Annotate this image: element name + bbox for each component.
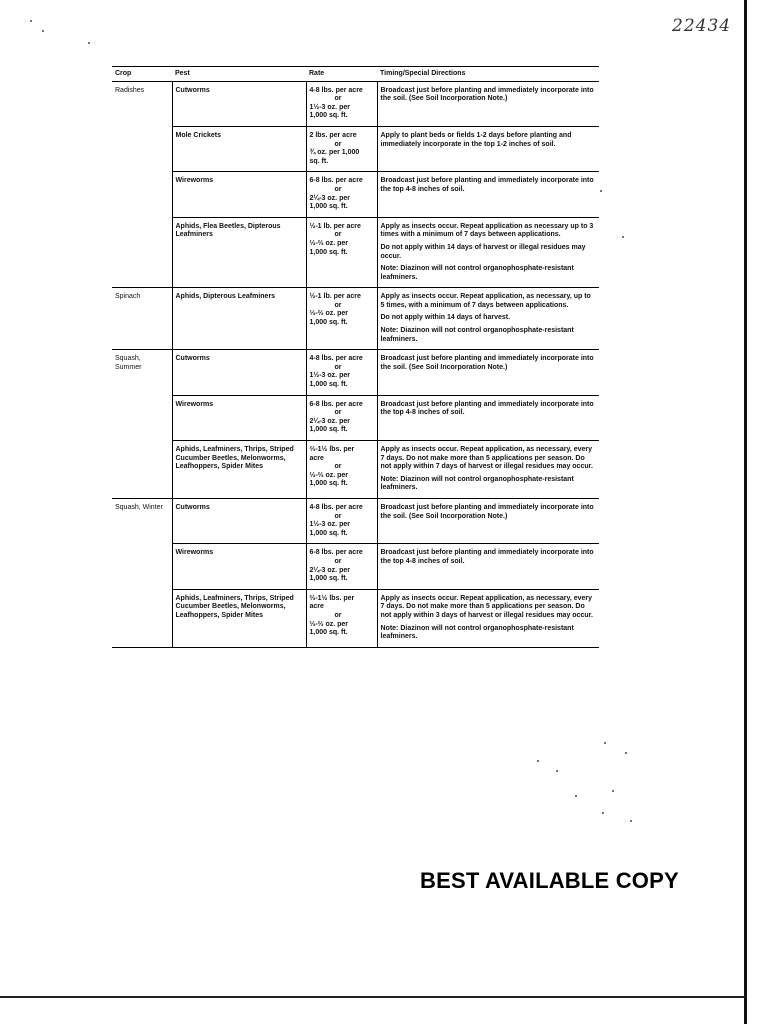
timing-paragraph: Apply as insects occur. Repeat application, as necessary, every 7 days. Do not make more than 5 applications per season. Do not apply within 3 days of harvest or illegal residues may occur. [380,594,593,619]
scan-speck [30,20,32,22]
rate-line: 1½-3 oz. per [309,103,350,111]
timing-cell [377,81,599,126]
header-pest: Pest [172,67,306,82]
rate-line: ⅓-⅔ oz. per [309,239,349,247]
rate-line: 1,000 sq. ft. [309,248,348,256]
crop-cell: Radishes [112,81,172,288]
pest-cell: Wireworms [172,544,306,589]
timing-paragraph: Note: Diazinon will not control organophosphate-resistant leafminers. [380,265,574,281]
timing-paragraph: Broadcast just before planting and immediately incorporate into the soil. (See Soil Incorporation Note.) [380,503,594,520]
rate-line: 1,000 sq. ft. [309,112,348,120]
rate-line: 2¼-3 oz. per [309,417,350,425]
crop-cell: Squash, Summer [112,350,172,499]
rate-line: or [334,512,342,520]
rate-line: or [334,363,342,371]
rate-line: 1½-3 oz. per [309,372,350,380]
table-row [112,589,599,647]
timing-cell [377,395,599,440]
timing-paragraph: Do not apply within 14 days of harvest or illegal residues may occur. [380,243,586,260]
timing-paragraph: Note: Diazinon will not control organophosphate-resistant leafminers. [380,624,574,641]
rate-line: or [334,231,342,239]
rate-line: acre [309,454,324,462]
timing-paragraph: Broadcast just before planting and immediately incorporate into the top 4-8 inches of soil. [380,177,594,193]
timing-paragraph: Broadcast just before planting and immediately incorporate into the soil. (See Soil Incorporation Note.) [380,355,594,371]
scan-speck [575,795,577,797]
rate-line: 6-8 lbs. per acre [309,177,363,185]
rate-line: 2 lbs. per acre [309,131,357,139]
table-row [112,544,599,589]
timing-paragraph: Do not apply within 14 days of harvest. [380,314,511,322]
table-header-row [112,67,599,82]
crop-cell: Spinach [112,288,172,350]
best-available-copy-stamp: BEST AVAILABLE COPY [420,868,679,893]
rate-line: 2¼-3 oz. per [309,194,350,202]
timing-paragraph: Apply to plant beds or fields 1-2 days before planting and immediately incorporate in the top 1-2 inches of soil. [380,131,572,148]
rate-line: 1,000 sq. ft. [309,629,348,637]
rate-line: 2¼-3 oz. per [309,566,350,574]
header-rate: Rate [306,67,377,82]
rate-line: 1,000 sq. ft. [309,319,348,327]
timing-paragraph: Broadcast just before planting and immediately incorporate into the top 4-8 inches of soil. [380,549,594,565]
pest-cell: Aphids, Leafminers, Thrips, Striped Cucumber Beetles, Melonworms, Leafhoppers, Spider Mites [172,441,306,499]
scan-speck [630,820,632,822]
table-row [112,81,599,126]
pest-cell: Aphids, Flea Beetles, Dipterous Leafminers [172,217,306,288]
rate-line: 1,000 sq. ft. [309,480,348,488]
rate-line: or [334,185,342,193]
rate-line: or [334,611,342,619]
pest-cell: Aphids, Dipterous Leafminers [172,288,306,350]
pest-cell: Cutworms [172,81,306,126]
timing-cell [377,350,599,395]
timing-cell [377,441,599,499]
scan-speck [88,42,90,44]
rate-line: or [334,301,342,309]
timing-cell [377,172,599,217]
rate-line: ¾ oz. per 1,000 [309,149,360,157]
scan-speck [42,30,44,32]
timing-paragraph: Apply as insects occur. Repeat application, as necessary, every 7 days. Do not make more than 5 applications per season. Do not apply within 7 days of harvest or illegal residues may occur. [380,446,593,471]
rate-cell [306,172,377,217]
scan-speck [537,760,539,762]
pest-cell: Cutworms [172,350,306,395]
rate-line: 4-8 lbs. per acre [309,503,363,511]
timing-cell [377,288,599,350]
rate-cell [306,395,377,440]
rate-line: 4-8 lbs. per acre [309,355,363,363]
rate-line: 1,000 sq. ft. [309,381,348,389]
rate-cell [306,589,377,647]
pest-cell: Cutworms [172,498,306,543]
header-timing: Timing/Special Directions [377,67,599,82]
table-row [112,126,599,171]
rate-line: sq. ft. [309,157,329,165]
rate-line: ½-1 lb. per acre [309,222,361,230]
rate-cell [306,498,377,543]
rate-cell [306,126,377,171]
rate-line: or [334,95,342,103]
rate-line: ⅓-⅔ oz. per [309,471,349,479]
timing-paragraph: Note: Diazinon will not control organophosphate-resistant leafminers. [380,327,574,343]
scan-speck [602,812,604,814]
rate-cell [306,350,377,395]
scan-speck [556,770,558,772]
scan-edge-bar [744,0,747,1024]
pest-cell: Wireworms [172,172,306,217]
timing-cell [377,498,599,543]
rate-line: 6-8 lbs. per acre [309,549,363,557]
crop-cell: Squash, Winter [112,498,172,647]
timing-paragraph: Note: Diazinon will not control organophosphate-resistant leafminers. [380,475,574,492]
timing-paragraph: Broadcast just before planting and immediately incorporate into the top 4-8 inches of soil. [380,400,594,417]
table-row [112,395,599,440]
rate-line: or [334,409,342,417]
rate-line: ⅔-1½ lbs. per [309,446,355,453]
rate-line: or [334,463,342,471]
scan-speck [604,742,606,744]
table-row [112,172,599,217]
timing-cell [377,589,599,647]
scan-bottom-rule [0,996,745,998]
handwritten-page-number: 22434 [672,16,732,36]
rate-line: 1,000 sq. ft. [309,529,348,537]
pest-control-table [112,66,599,648]
scan-speck [600,190,602,192]
rate-line: or [334,140,342,148]
pest-cell: Mole Crickets [172,126,306,171]
rate-line: 1,000 sq. ft. [309,426,348,434]
rate-line: ⅓-⅔ oz. per [309,620,349,628]
timing-paragraph: Apply as insects occur. Repeat application as necessary up to 3 times with a minimum of 7 days between applications. [380,222,594,239]
rate-line: 6-8 lbs. per acre [309,400,363,408]
rate-cell [306,81,377,126]
scan-speck [622,236,624,238]
table-row [112,441,599,499]
scan-speck [625,752,627,754]
rate-line: 1,000 sq. ft. [309,575,348,583]
timing-cell [377,126,599,171]
timing-cell [377,544,599,589]
table-row [112,217,599,288]
scan-speck [612,790,614,792]
pest-cell: Aphids, Leafminers, Thrips, Striped Cucumber Beetles, Melonworms, Leafhoppers, Spider Mites [172,589,306,647]
timing-paragraph: Apply as insects occur. Repeat application, as necessary, up to 5 times, with a minimum of 7 days between applications. [380,293,591,309]
rate-cell [306,288,377,350]
table-row [112,350,599,395]
rate-line: 1,000 sq. ft. [309,203,348,211]
rate-line: 4-8 lbs. per acre [309,86,363,94]
table-row [112,288,599,350]
pest-cell: Wireworms [172,395,306,440]
timing-paragraph: Broadcast just before planting and immediately incorporate into the soil. (See Soil Incorporation Note.) [380,86,594,103]
timing-cell [377,217,599,288]
table-row [112,498,599,543]
header-crop: Crop [112,67,172,82]
rate-line: ½-1 lb. per acre [309,293,361,301]
rate-line: or [334,557,342,565]
rate-cell [306,441,377,499]
rate-cell [306,217,377,288]
rate-line: acre [309,603,324,611]
rate-line: 1½-3 oz. per [309,521,350,529]
rate-line: ⅓-⅔ oz. per [309,310,349,318]
rate-line: ⅔-1½ lbs. per [309,594,355,602]
rate-cell [306,544,377,589]
